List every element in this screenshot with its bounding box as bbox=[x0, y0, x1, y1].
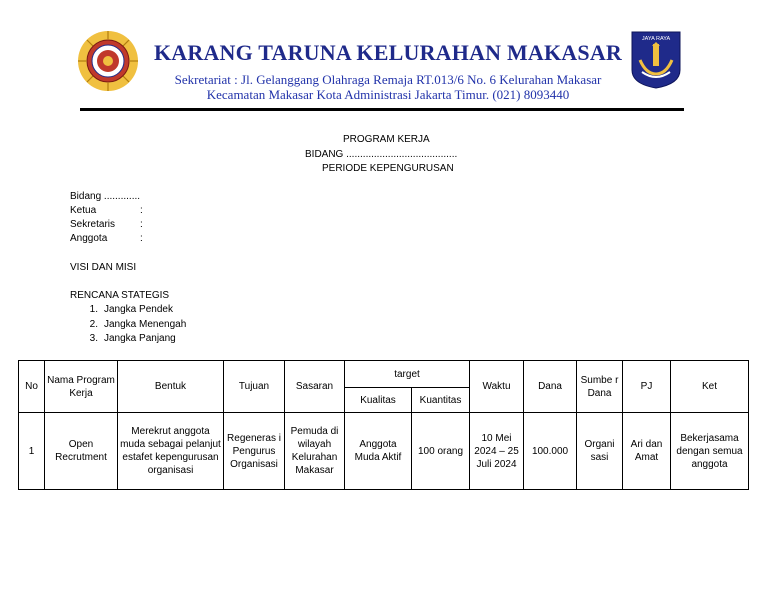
program-kerja-table bbox=[18, 360, 749, 490]
table-header-row bbox=[19, 361, 749, 388]
cell-pj: Ari dan Amat bbox=[623, 413, 671, 490]
cell-bentuk: Merekrut anggota muda sebagai pelanjut estafet kepengurusan organisasi bbox=[118, 413, 224, 490]
cell-sasaran: Pemuda di wilayah Kelurahan Makasar bbox=[285, 413, 345, 490]
letterhead-divider bbox=[80, 108, 684, 111]
field-bidang bbox=[70, 191, 140, 202]
field-ketua bbox=[70, 205, 143, 216]
jakarta-crest-logo bbox=[630, 30, 682, 90]
field-sep: : bbox=[140, 205, 143, 216]
cell-waktu: 10 Mei 2024 – 25 Juli 2024 bbox=[470, 413, 524, 490]
cell-no: 1 bbox=[19, 413, 45, 490]
list-item: 2. Jangka Menengah bbox=[89, 318, 187, 330]
field-label: Anggota bbox=[70, 233, 108, 244]
field-anggota bbox=[70, 233, 143, 244]
col-header-sumber: Sumbe r Dana bbox=[577, 361, 623, 413]
col-header-nama: Nama Program Kerja bbox=[45, 361, 118, 413]
org-name: KARANG TARUNA KELURAHAN MAKASAR bbox=[153, 40, 623, 65]
cell-kuantitas: 100 orang bbox=[412, 413, 470, 490]
col-header-kuantitas: Kuantitas bbox=[412, 388, 470, 413]
field-sep: : bbox=[140, 219, 143, 230]
col-header-dana: Dana bbox=[524, 361, 577, 413]
col-header-sasaran: Sasaran bbox=[285, 361, 345, 413]
col-header-bentuk: Bentuk bbox=[118, 361, 224, 413]
cell-kualitas: Anggota Muda Aktif bbox=[345, 413, 412, 490]
cell-nama: Open Recrutment bbox=[45, 413, 118, 490]
field-sekretaris bbox=[70, 219, 143, 230]
cell-tujuan: Regeneras i Pengurus Organisasi bbox=[224, 413, 285, 490]
visi-misi-heading: VISI DAN MISI bbox=[70, 262, 137, 273]
col-header-tujuan: Tujuan bbox=[224, 361, 285, 413]
karang-taruna-logo bbox=[76, 30, 140, 92]
doc-bidang: BIDANG ........................................ bbox=[305, 149, 458, 160]
col-header-no: No bbox=[19, 361, 45, 413]
table-row bbox=[19, 413, 749, 490]
rencana-list bbox=[70, 304, 186, 348]
rencana-heading: RENCANA STATEGIS bbox=[70, 290, 170, 301]
cell-sumber: Organi sasi bbox=[577, 413, 623, 490]
field-label: Sekretaris bbox=[70, 219, 116, 230]
col-header-pj: PJ bbox=[623, 361, 671, 413]
col-header-target: target bbox=[345, 361, 470, 388]
doc-title: PROGRAM KERJA bbox=[343, 134, 430, 145]
field-label: Bidang ............. bbox=[70, 191, 141, 202]
cell-ket: Bekerjasama dengan semua anggota bbox=[671, 413, 749, 490]
jaya-raya-text: JAYA RAYA bbox=[641, 36, 671, 42]
col-header-ket: Ket bbox=[671, 361, 749, 413]
address-line-2: Kecamatan Makasar Kota Administrasi Jakarta Timur. (021) 8093440 bbox=[206, 87, 570, 102]
address-line-1: Sekretariat : Jl. Gelanggang Olahraga Remaja RT.013/6 No. 6 Kelurahan Makasar bbox=[174, 72, 602, 87]
col-header-waktu: Waktu bbox=[470, 361, 524, 413]
list-item: 1. Jangka Pendek bbox=[89, 304, 173, 315]
doc-periode: PERIODE KEPENGURUSAN bbox=[322, 163, 454, 174]
cell-dana: 100.000 bbox=[524, 413, 577, 490]
field-sep: : bbox=[140, 233, 143, 244]
col-header-kualitas: Kualitas bbox=[345, 388, 412, 413]
list-item: 3. Jangka Panjang bbox=[89, 333, 176, 344]
field-label: Ketua bbox=[70, 205, 97, 216]
